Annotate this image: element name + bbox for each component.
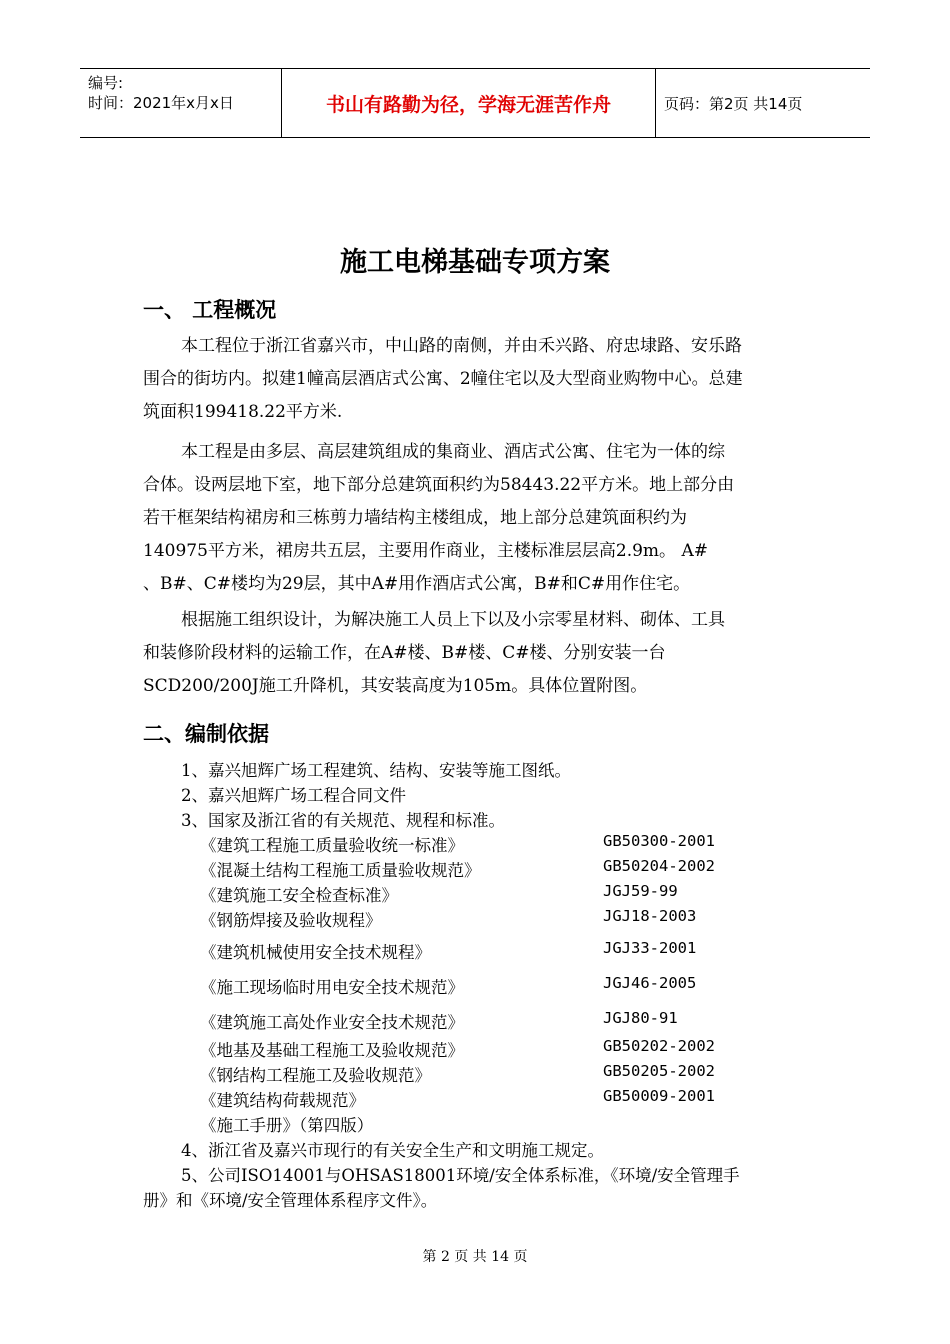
paragraph-line: 筑面积199418.22平方米.	[143, 402, 343, 422]
reference-title: 《建筑施工安全检查标准》	[200, 886, 398, 905]
reference-title: 1、嘉兴旭辉广场工程建筑、结构、安装等施工图纸。	[181, 761, 571, 780]
reference-title: 3、国家及浙江省的有关规范、规程和标准。	[181, 811, 505, 830]
header-meta	[80, 69, 282, 137]
time-label: 时间：2021年x月x日	[88, 94, 234, 112]
reference-title: 《钢结构工程施工及验收规范》	[200, 1066, 431, 1085]
reference-code: JGJ33-2001	[603, 939, 697, 957]
reference-code: GB50009-2001	[603, 1087, 715, 1105]
section1-heading: 一、 工程概况	[143, 298, 277, 322]
header-table	[80, 68, 870, 138]
reference-title: 《建筑结构荷载规范》	[200, 1091, 365, 1110]
paragraph-line: 、B#、C#楼均为29层，其中A#用作酒店式公寓，B#和C#用作住宅。	[143, 574, 691, 594]
reference-title: 《钢筋焊接及验收规程》	[200, 911, 382, 930]
paragraph-line: 本工程位于浙江省嘉兴市，中山路的南侧，并由禾兴路、府忠埭路、安乐路	[181, 336, 742, 356]
paragraph-line: 合体。设两层地下室，地下部分总建筑面积约为58443.22平方米。地上部分由	[143, 475, 735, 495]
paragraph-line: 140975平方米，裙房共五层，主要用作商业，主楼标准层层高2.9m。 A#	[143, 541, 708, 561]
paragraph-line: SCD200/200J施工升降机，其安装高度为105m。具体位置附图。	[143, 676, 648, 696]
paragraph-line: 根据施工组织设计，为解决施工人员上下以及小宗零星材料、砌体、工具	[181, 610, 725, 630]
reference-code: GB50204-2002	[603, 857, 715, 875]
reference-code: JGJ46-2005	[603, 974, 697, 992]
paragraph-line: 和装修阶段材料的运输工作，在A#楼、B#楼、C#楼、分别安装一台	[143, 643, 666, 663]
paragraph-line: 本工程是由多层、高层建筑组成的集商业、酒店式公寓、住宅为一体的综	[181, 442, 725, 462]
paragraph-line: 围合的街坊内。拟建1幢高层酒店式公寓、2幢住宅以及大型商业购物中心。总建	[143, 369, 743, 389]
reference-code: JGJ18-2003	[603, 907, 697, 925]
section2-heading: 二、编制依据	[143, 722, 269, 746]
reference-code: GB50300-2001	[603, 832, 715, 850]
document-title: 施工电梯基础专项方案	[340, 247, 610, 278]
number-label: 编号:	[88, 74, 124, 92]
reference-code: JGJ80-91	[603, 1009, 678, 1027]
reference-title: 4、浙江省及嘉兴市现行的有关安全生产和文明施工规定。	[181, 1141, 604, 1160]
reference-code: GB50205-2002	[603, 1062, 715, 1080]
reference-title: 《建筑工程施工质量验收统一标准》	[200, 836, 464, 855]
page-info: 页码：第2页 共14页	[664, 94, 803, 113]
reference-title: 2、嘉兴旭辉广场工程合同文件	[181, 786, 406, 805]
reference-code: JGJ59-99	[603, 882, 678, 900]
reference-code: GB50202-2002	[603, 1037, 715, 1055]
reference-title: 《混凝土结构工程施工质量验收规范》	[200, 861, 481, 880]
reference-title: 《施工现场临时用电安全技术规范》	[200, 978, 464, 997]
reference-title: 5、公司ISO14001与OHSAS18001环境/安全体系标准，《环境/安全管理手	[181, 1166, 740, 1185]
reference-title: 《地基及基础工程施工及验收规范》	[200, 1041, 464, 1060]
reference-title: 《建筑机械使用安全技术规程》	[200, 943, 431, 962]
paragraph-line: 若干框架结构裙房和三栋剪力墙结构主楼组成，地上部分总建筑面积约为	[143, 508, 687, 528]
reference-title: 《施工手册》（第四版）	[200, 1116, 374, 1135]
reference-title: 册》和《环境/安全管理体系程序文件》。	[143, 1191, 438, 1210]
motto: 书山有路勤为径，学海无涯苦作舟	[282, 69, 656, 137]
page-footer: 第 2 页 共 14 页	[422, 1249, 528, 1265]
reference-title: 《建筑施工高处作业安全技术规范》	[200, 1013, 464, 1032]
